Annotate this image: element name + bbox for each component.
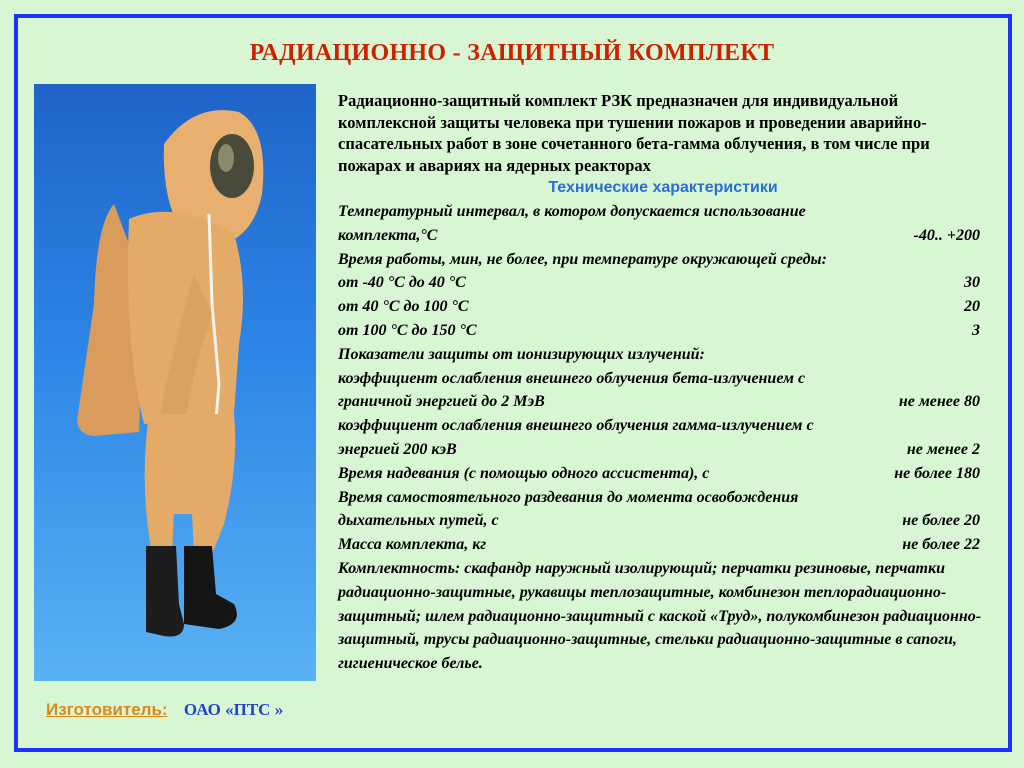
spec-row (338, 224, 988, 248)
spec-label: от 100 °С до 150 °С (338, 321, 477, 339)
spec-label: от -40 °С до 40 °С (338, 274, 466, 292)
spec-row (338, 509, 988, 533)
spec-label: от 40 °С до 100 °С (338, 298, 469, 316)
suit-photo (34, 84, 316, 681)
spec-row (338, 438, 988, 462)
spec-row (338, 200, 988, 224)
spec-label: Время работы, мин, не более, при температуре окружающей среды: (338, 250, 827, 268)
spec-row (338, 486, 988, 510)
manufacturer-value: ОАО «ПТС » (183, 700, 284, 719)
spec-label: Температурный интервал, в котором допускается использование (338, 203, 806, 220)
spec-row (338, 462, 988, 486)
spec-label: Время самостоятельного раздевания до момента освобождения (338, 488, 799, 506)
spec-text (338, 90, 988, 676)
spec-row (338, 343, 988, 367)
slide-title: РАДИАЦИОННО - ЗАЩИТНЫЙ КОМПЛЕКТ (249, 40, 775, 66)
radiation-suit-illustration (34, 84, 316, 681)
spec-row (338, 414, 988, 438)
spec-value: не менее 2 (906, 440, 980, 458)
spec-value: 30 (964, 274, 980, 292)
completeness-paragraph: Комплектность: скафандр наружный изолирующий; перчатки резиновые, перчатки радиационно-защитные, рукавицы теплозащитные, комбинезон теплорадиационно-защитный; шлем радиационно-защитный с каской «Труд», полукомбинезон радиационно-защитный, трусы радиационно-защитные, стельки радиационно-защитные в сапоги, гигиеническое белье. (338, 559, 982, 673)
spec-value: не менее 80 (898, 393, 980, 411)
spec-label: Показатели защиты от ионизирующих излучений: (338, 345, 705, 363)
spec-row (338, 248, 988, 272)
spec-label: энергией 200 кэВ (338, 440, 457, 458)
spec-value: 20 (964, 298, 980, 316)
manufacturer (46, 700, 283, 720)
spec-value: не более 22 (902, 536, 980, 554)
spec-row (338, 271, 988, 295)
spec-label: Время надевания (с помощью одного ассистента), с (338, 464, 710, 482)
spec-label: граничной энергией до 2 МэВ (338, 393, 545, 411)
spec-label: коэффициент ослабления внешнего облучения бета-излучением с (338, 369, 806, 387)
spec-row (338, 533, 988, 557)
spec-label: дыхательных путей, с (338, 512, 499, 530)
intro-paragraph: Радиационно-защитный комплект РЗК предназначен для индивидуальной комплексной защиты человека при тушении пожаров и проведении аварийно-спасательных работ в зоне сочетанного бета-гамма облучения, в том числе при пожарах и авариях на ядерных реакторах (338, 91, 930, 175)
spec-label: комплекта,°С (338, 226, 438, 244)
manufacturer-label: Изготовитель: (46, 700, 168, 719)
spec-label: Масса комплекта, кг (338, 536, 487, 554)
spec-value: не более 180 (894, 464, 980, 482)
spec-value: 3 (972, 321, 980, 339)
spec-row (338, 390, 988, 414)
spec-row (338, 367, 988, 391)
spec-label: коэффициент ослабления внешнего облучения гамма-излучением с (338, 417, 814, 435)
spec-value: -40.. +200 (913, 226, 980, 244)
spec-row (338, 295, 988, 319)
spec-value: не более 20 (902, 512, 980, 530)
spec-row (338, 319, 988, 343)
section-title: Технические характеристики (548, 179, 778, 196)
